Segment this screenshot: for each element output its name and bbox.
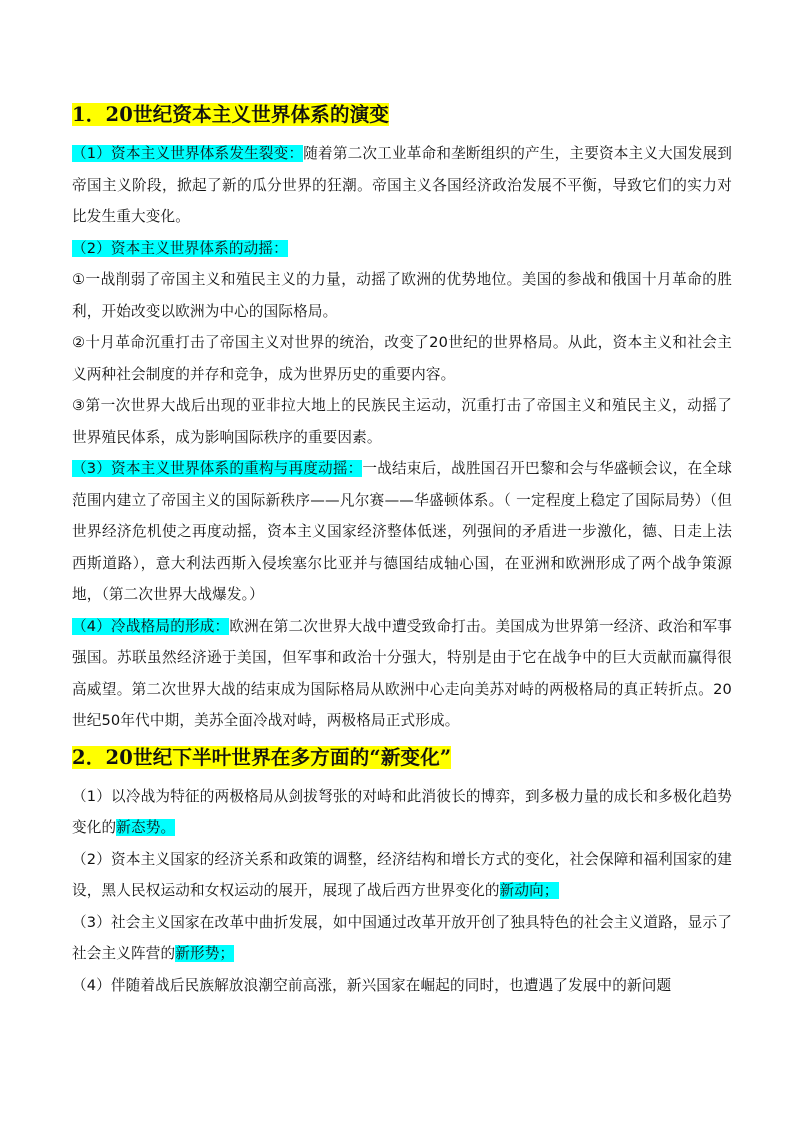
section1-paragraph-7 bbox=[72, 611, 732, 737]
section2-p3-highlight: 新形势； bbox=[175, 945, 235, 962]
section2-heading-text: 2．20世纪下半叶世界在多方面的“新变化” bbox=[72, 745, 452, 769]
section2-p1-highlight: 新态势。 bbox=[116, 819, 176, 836]
section2-p1-text: （1）以冷战为特征的两极格局从剑拔弩张的对峙和此消彼长的博弈，到多极力量的成长和多极化趋势变化的 bbox=[72, 787, 732, 836]
section1-p7-label: （4）冷战格局的形成： bbox=[72, 617, 230, 635]
section1-paragraph-6 bbox=[72, 453, 732, 611]
section2-paragraph-1 bbox=[72, 781, 732, 844]
section1-paragraph-5: ③第一次世界大战后出现的亚非拉大地上的民族民主运动，沉重打击了帝国主义和殖民主义，动摇了世界殖民体系，成为影响国际秩序的重要因素。 bbox=[72, 397, 732, 446]
section2-paragraph-3 bbox=[72, 907, 732, 970]
section2-paragraph-2 bbox=[72, 844, 732, 907]
section1-paragraph-2 bbox=[72, 233, 732, 265]
section1-p6-label: （3）资本主义世界体系的重构与再度动摇： bbox=[72, 460, 363, 477]
section1-heading-text: 1．20世纪资本主义世界体系的演变 bbox=[72, 103, 390, 126]
section1-p2-label: （2）资本主义世界体系的动摇： bbox=[72, 239, 288, 257]
document-body bbox=[72, 98, 732, 1001]
section2-p3-text: （3）社会主义国家在改革中曲折发展，如中国通过改革开放开创了独具特色的社会主义道路，显示了社会主义阵营的 bbox=[72, 913, 732, 962]
section1-p6-text: 一战结束后，战胜国召开巴黎和会与华盛顿会议，在全球范围内建立了帝国主义的国际新秩序——凡尔赛——华盛顿体系。（ 一定程度上稳定了国际局势）（但世界经济危机使之再度动摇，资本主义国家经济整体低迷，列强间的矛盾进一步激化，德、日走上法西斯道路），意大利法西斯入侵埃塞尔比亚并与德国结成轴心国，在亚洲和欧洲形成了两个战争策源地，（第二次世界大战爆发。） bbox=[72, 460, 732, 603]
section1-p1-text: 随着第二次工业革命和垄断组织的产生，主要资本主义大国发展到帝国主义阶段，掀起了新的瓜分世界的狂潮。帝国主义各国经济政治发展不平衡，导致它们的实力对比发生重大变化。 bbox=[72, 145, 733, 225]
section2-p2-text: （2）资本主义国家的经济关系和政策的调整，经济结构和增长方式的变化，社会保障和福利国家的建设，黑人民权运动和女权运动的展开，展现了战后西方世界变化的 bbox=[72, 850, 732, 899]
section1-paragraph-1 bbox=[72, 138, 732, 233]
section1-heading bbox=[72, 98, 732, 132]
section1-paragraph-3: ①一战削弱了帝国主义和殖民主义的力量，动摇了欧洲的优势地位。美国的参战和俄国十月革命的胜利，开始改变以欧洲为中心的国际格局。 bbox=[72, 271, 732, 320]
section2-paragraph-4: （4）伴随着战后民族解放浪潮空前高涨，新兴国家在崛起的同时，也遭遇了发展中的新问题 bbox=[72, 976, 672, 994]
section1-p7-text: 欧洲在第二次世界大战中遭受致命打击。美国成为世界第一经济、政治和军事强国。苏联虽然经济逊于美国，但军事和政治十分强大，特别是由于它在战争中的巨大贡献而赢得很高威望。第二次世界大战的结束成为国际格局从欧洲中心走向美苏对峙的两极格局的真正转折点。20世纪50年代中期，美苏全面冷战对峙，两极格局正式形成。 bbox=[72, 617, 733, 729]
section2-p2-highlight: 新动向； bbox=[499, 882, 559, 899]
section2-heading bbox=[72, 741, 732, 775]
section1-paragraph-4: ②十月革命沉重打击了帝国主义对世界的统治，改变了20世纪的世界格局。从此，资本主义和社会主义两种社会制度的并存和竞争，成为世界历史的重要内容。 bbox=[72, 334, 732, 383]
section1-p1-label: （1）资本主义世界体系发生裂变： bbox=[72, 145, 304, 162]
